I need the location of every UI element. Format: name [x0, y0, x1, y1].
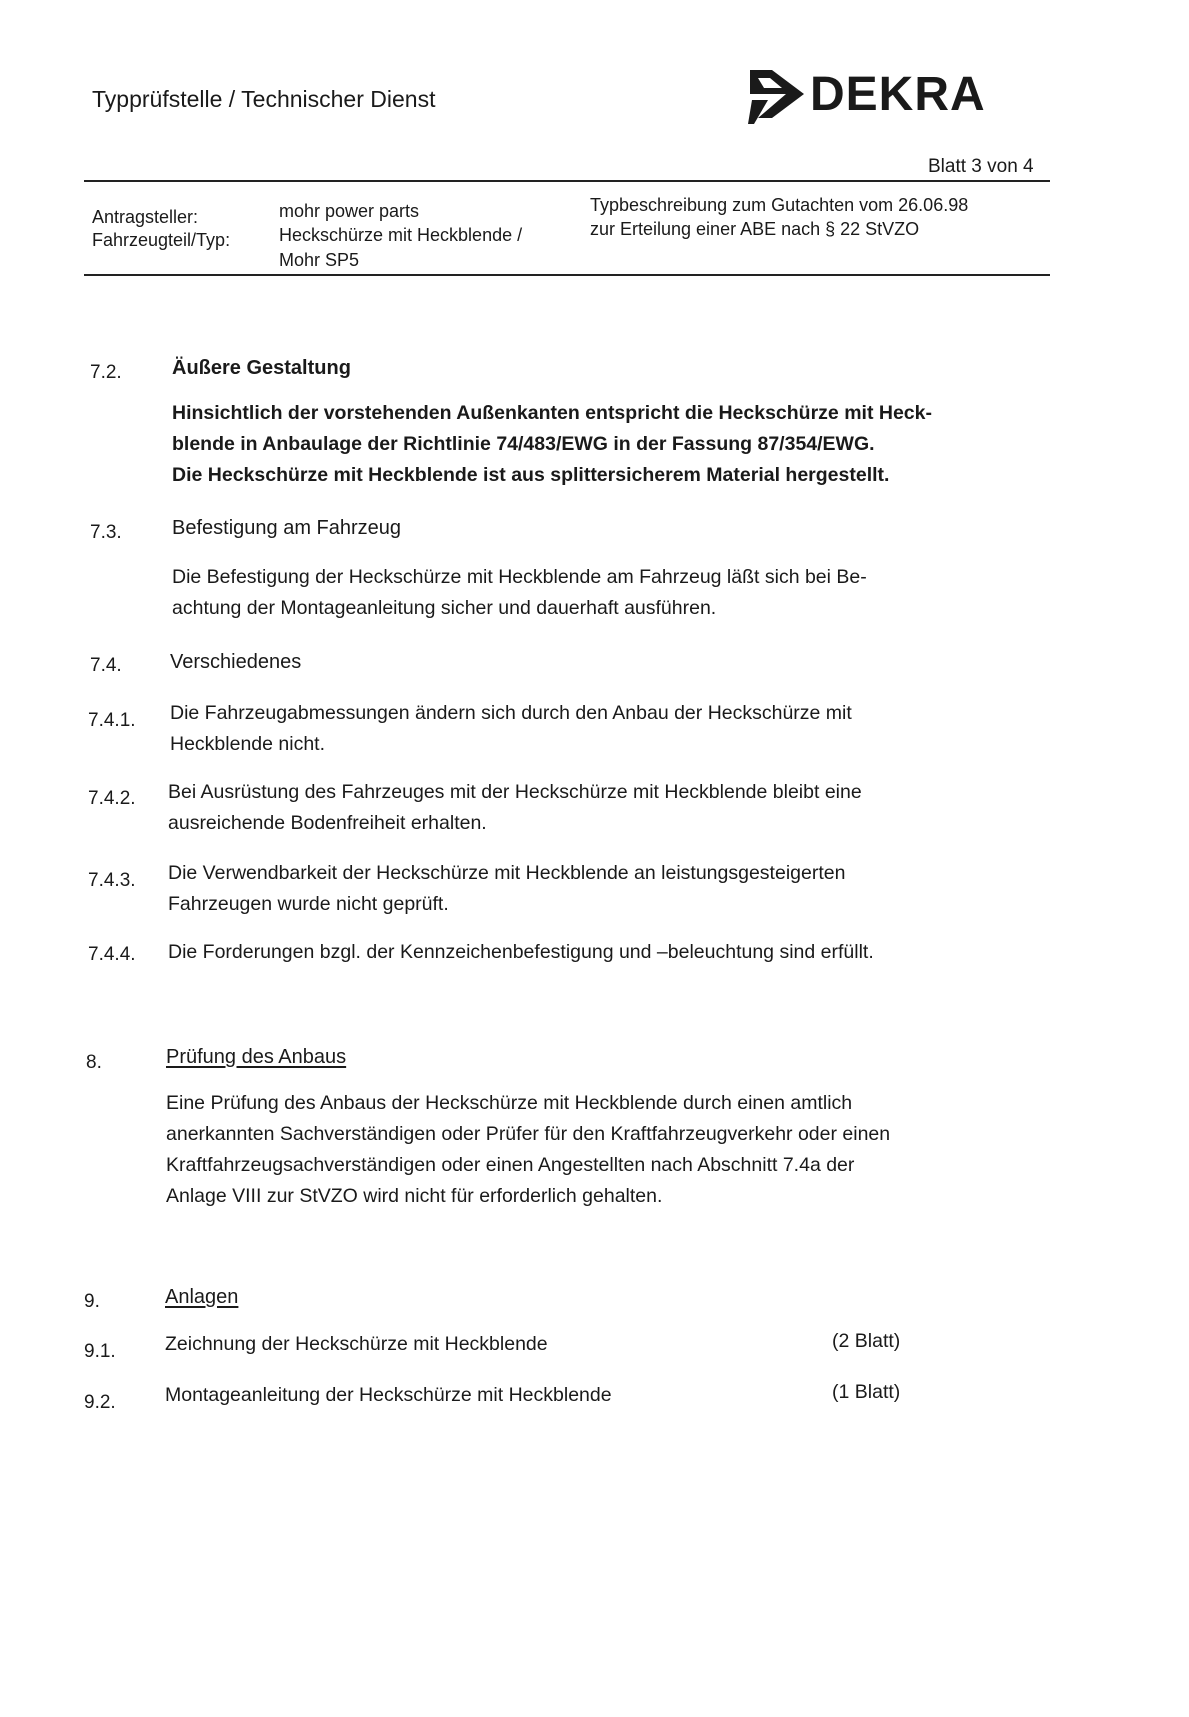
- attachment-number: 9.1.: [84, 1341, 116, 1362]
- section-title: Verschiedenes: [170, 651, 302, 673]
- section-title: Äußere Gestaltung: [172, 357, 351, 379]
- part-value-line2: Mohr SP5: [279, 250, 360, 270]
- body-line: Hinsichtlich der vorstehenden Außenkanten entspricht die Heckschürze mit Heck-: [172, 402, 932, 424]
- attachment-count: (1 Blatt): [832, 1381, 901, 1403]
- header-top-rule: [84, 180, 1050, 182]
- attachment-text: Montageanleitung der Heckschürze mit Heckblende: [165, 1384, 612, 1406]
- section-number: 7.2.: [90, 362, 122, 383]
- body-line: achtung der Montageanleitung sicher und dauerhaft ausführen.: [172, 597, 717, 619]
- part-value-line1: Heckschürze mit Heckblende /: [279, 225, 523, 245]
- body-line: ausreichende Bodenfreiheit erhalten.: [168, 812, 487, 834]
- body-line: Die Forderungen bzgl. der Kennzeichenbefestigung und –beleuchtung sind erfüllt.: [168, 941, 874, 963]
- sheet-number: Blatt 3 von 4: [928, 156, 1034, 177]
- section-number: 7.4.: [90, 655, 122, 676]
- type-description-line2: zur Erteilung einer ABE nach § 22 StVZO: [590, 219, 920, 239]
- section-body: [166, 1088, 1028, 1212]
- section-number: 7.3.: [90, 522, 122, 543]
- section-body: [168, 777, 1032, 839]
- body-line: Kraftfahrzeugsachverständigen oder einen Angestellten nach Abschnitt 7.4a der: [166, 1154, 855, 1176]
- section-body: [168, 937, 1048, 968]
- section-body: [168, 858, 1032, 920]
- body-line: Eine Prüfung des Anbaus der Heckschürze mit Heckblende durch einen amtlich: [166, 1092, 853, 1114]
- section-title: Anlagen: [165, 1286, 239, 1308]
- org-title: Typprüfstelle / Technischer Dienst: [92, 86, 436, 112]
- attachment-text: Zeichnung der Heckschürze mit Heckblende: [165, 1333, 548, 1355]
- applicant-value: mohr power parts: [279, 201, 420, 221]
- section-body: [170, 698, 1032, 760]
- applicant-label: Antragsteller:: [92, 207, 199, 227]
- section-number: 7.4.3.: [88, 870, 136, 891]
- body-line: Die Befestigung der Heckschürze mit Heckblende am Fahrzeug läßt sich bei Be-: [172, 566, 867, 588]
- section-number: 7.4.1.: [88, 710, 136, 731]
- section-title: Befestigung am Fahrzeug: [172, 517, 402, 539]
- section-number: 9.: [84, 1291, 100, 1312]
- body-line: Heckblende nicht.: [170, 733, 326, 755]
- attachment-number: 9.2.: [84, 1392, 116, 1413]
- section-body: [172, 398, 1032, 491]
- header-bottom-rule: [84, 274, 1050, 276]
- body-line: Bei Ausrüstung des Fahrzeuges mit der Heckschürze mit Heckblende bleibt eine: [168, 781, 862, 803]
- section-number: 8.: [86, 1052, 102, 1073]
- body-line: blende in Anbaulage der Richtlinie 74/483/EWG in der Fassung 87/354/EWG.: [172, 433, 875, 455]
- type-description-line1: Typbeschreibung zum Gutachten vom 26.06.98: [590, 195, 969, 215]
- body-line: Fahrzeugen wurde nicht geprüft.: [168, 893, 449, 915]
- logo-text: DEKRA: [810, 68, 986, 121]
- attachment-count: (2 Blatt): [832, 1330, 901, 1352]
- body-line: Anlage VIII zur StVZO wird nicht für erforderlich gehalten.: [166, 1185, 663, 1207]
- part-label: Fahrzeugteil/Typ:: [92, 230, 231, 250]
- section-number: 7.4.2.: [88, 788, 136, 809]
- body-line: Die Fahrzeugabmessungen ändern sich durch den Anbau der Heckschürze mit: [170, 702, 852, 724]
- section-title: Prüfung des Anbaus: [166, 1046, 347, 1068]
- section-number: 7.4.4.: [88, 944, 136, 965]
- body-line: Die Heckschürze mit Heckblende ist aus splittersicherem Material hergestellt.: [172, 464, 890, 486]
- section-body: [172, 562, 1032, 624]
- body-line: anerkannten Sachverständigen oder Prüfer für den Kraftfahrzeugverkehr oder einen: [166, 1123, 891, 1145]
- dekra-logo: [748, 64, 986, 126]
- dekra-arrow-icon: [748, 64, 806, 126]
- body-line: Die Verwendbarkeit der Heckschürze mit Heckblende an leistungsgesteigerten: [168, 862, 846, 884]
